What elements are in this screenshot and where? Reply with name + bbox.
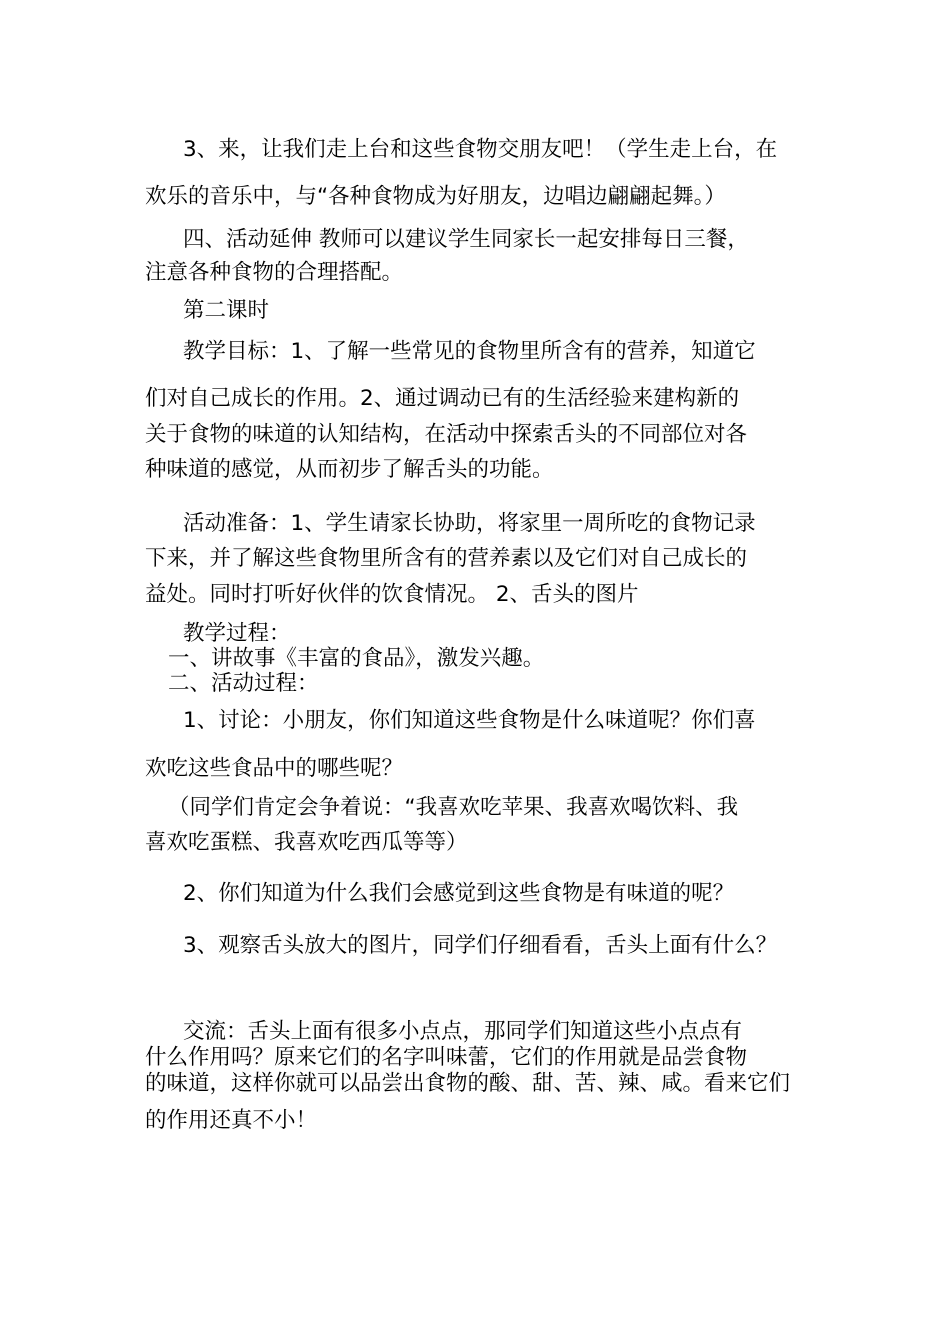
- text-line: 益处。同时打听好伙伴的饮食情况。 2、舌头的图片: [145, 582, 639, 607]
- text-line: 2、你们知道为什么我们会感觉到这些食物是有味道的呢？: [183, 881, 735, 906]
- text-line: （同学们肯定会争着说：“我喜欢吃苹果、我喜欢喝饮料、我: [168, 795, 739, 820]
- text-line: 3、观察舌头放大的图片，同学们仔细看看，舌头上面有什么？: [183, 933, 778, 958]
- text-line: 喜欢吃蛋糕、我喜欢吃西瓜等等）: [145, 830, 468, 855]
- text-line: 四、活动延伸 教师可以建议学生同家长一起安排每日三餐，: [183, 227, 749, 252]
- text-line: 什么作用吗？原来它们的名字叫味蕾，它们的作用就是品尝食物: [145, 1045, 748, 1070]
- text-line: 注意各种食物的合理搭配。: [145, 260, 404, 285]
- text-line: 们对自己成长的作用。2、通过调动已有的生活经验来建构新的: [145, 386, 740, 411]
- text-line: 下来，并了解这些食物里所含有的营养素以及它们对自己成长的: [145, 546, 748, 571]
- text-line: 教学目标：1、了解一些常见的食物里所含有的营养，知道它: [183, 339, 756, 364]
- text-line: 教学过程：: [183, 621, 291, 646]
- text-line: 欢乐的音乐中，与“各种食物成为好朋友，边唱边翩翩起舞。）: [145, 184, 726, 209]
- text-line: 活动准备：1、学生请家长协助，将家里一周所吃的食物记录: [183, 511, 756, 536]
- text-line: 关于食物的味道的认知结构，在活动中探索舌头的不同部位对各: [145, 422, 748, 447]
- text-line: 的作用还真不小！: [145, 1108, 318, 1133]
- text-line: 欢吃这些食品中的哪些呢？: [145, 756, 404, 781]
- text-line: 交流：舌头上面有很多小点点，那同学们知道这些小点点有: [183, 1019, 743, 1044]
- text-line: 二、活动过程：: [168, 671, 319, 696]
- text-line: 一、讲故事《丰富的食品》，激发兴趣。: [168, 646, 545, 671]
- section-heading: 第二课时: [183, 298, 270, 323]
- text-line: 1、讨论：小朋友，你们知道这些食物是什么味道呢？你们喜: [183, 708, 756, 733]
- text-line: 的味道，这样你就可以品尝出食物的酸、甜、苦、辣、咸。看来它们: [145, 1071, 791, 1096]
- text-line: 3、来，让我们走上台和这些食物交朋友吧！（学生走上台，在: [183, 137, 778, 162]
- text-line: 种味道的感觉，从而初步了解舌头的功能。: [145, 457, 554, 482]
